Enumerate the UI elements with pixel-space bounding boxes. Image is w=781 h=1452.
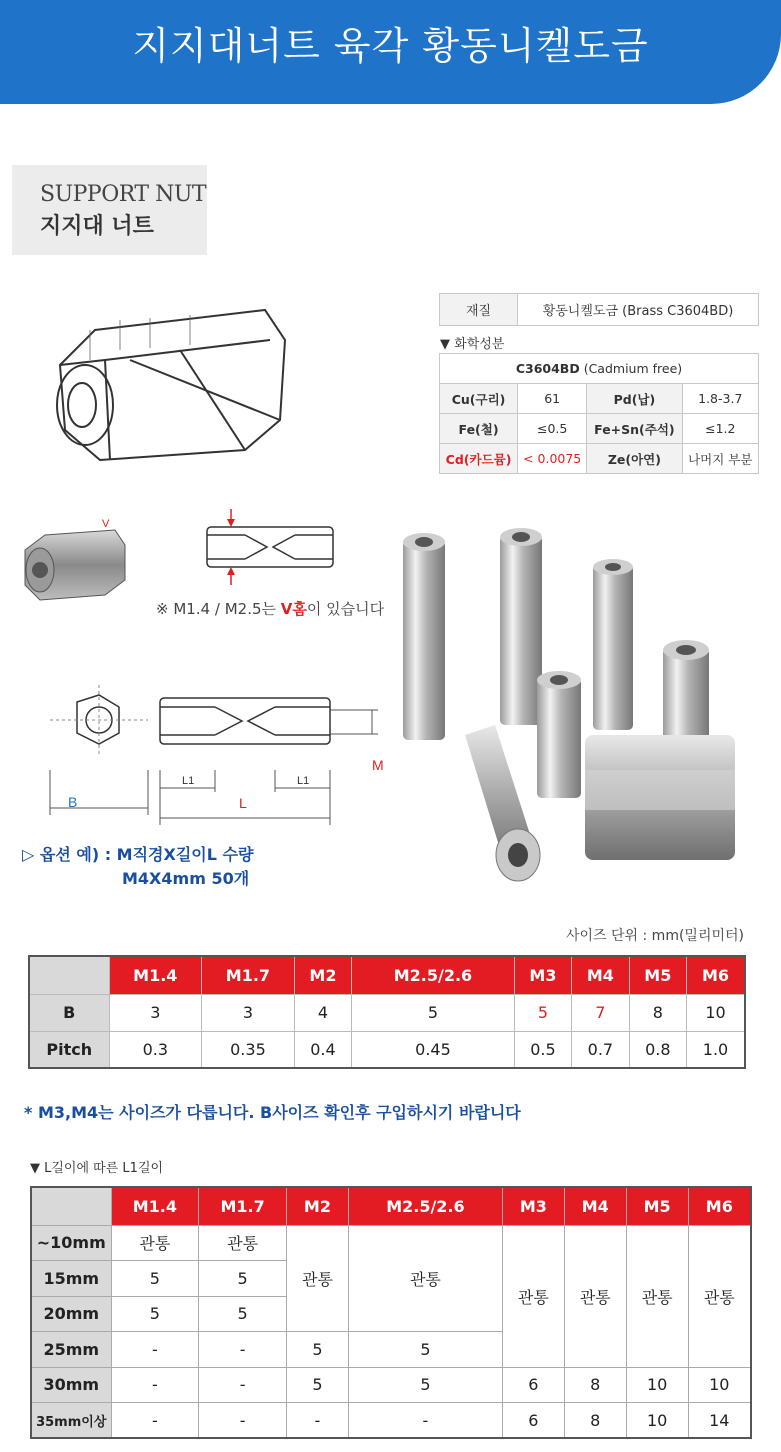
product-photo — [385, 520, 765, 890]
label-en: SUPPORT NUT — [40, 182, 207, 207]
table-row: 35mm이상 - - - - 6 8 10 14 — [31, 1403, 751, 1439]
v-groove-drawing — [195, 505, 345, 590]
m-label: M — [372, 757, 384, 773]
table-row: Pitch 0.3 0.35 0.4 0.45 0.5 0.7 0.8 1.0 — [29, 1031, 745, 1068]
table-header-row: M1.4 M1.7 M2 M2.5/2.6 M3 M4 M5 M6 — [29, 956, 745, 994]
table-row: 25mm - - 5 5 — [31, 1332, 751, 1368]
table-row: 15mm 5 5 — [31, 1261, 751, 1297]
size-table — [28, 955, 746, 1069]
chemistry-grade: C3604BD (Cadmium free) — [440, 354, 759, 384]
table-row: ~10mm 관통 관통 관통 관통 관통 관통 관통 관통 — [31, 1225, 751, 1261]
l1-label-right: L1 — [297, 775, 310, 787]
hex-nut-sketch — [30, 290, 300, 470]
material-value: 황동니켈도금 (Brass C3604BD) — [518, 294, 759, 326]
unit-note: 사이즈 단위 : mm(밀리미터) — [566, 928, 744, 944]
small-nut-photo — [15, 515, 135, 615]
table-row: 30mm - - 5 5 6 8 10 10 — [31, 1367, 751, 1403]
material-header: 재질 — [440, 294, 518, 326]
length-table — [30, 1186, 752, 1439]
chemistry-table — [439, 353, 759, 474]
chemistry-title: ▼ 화학성분 — [440, 337, 505, 352]
notch-note: ※ M1.4 / M2.5는 V홈이 있습니다 — [156, 600, 385, 618]
option-example-line2: M4X4mm 50개 — [122, 869, 250, 888]
material-table — [439, 293, 759, 326]
label-ko: 지지대 너트 — [40, 214, 154, 239]
table-row: Cd(카드뮴) < 0.0075 Ze(아연) 나머지 부분 — [440, 444, 759, 474]
b-label: B — [68, 794, 78, 810]
table-row: B 3 3 4 5 5 7 8 10 — [29, 994, 745, 1031]
table-header-row: M1.4 M1.7 M2 M2.5/2.6 M3 M4 M5 M6 — [31, 1187, 751, 1225]
l1-label-left: L1 — [182, 775, 195, 787]
table-row: 20mm 5 5 — [31, 1296, 751, 1332]
table-row: Cu(구리) 61 Pd(납) 1.8-3.7 — [440, 384, 759, 414]
dimension-drawing — [20, 680, 400, 830]
length-table-title: ▼ L길이에 따른 L1길이 — [30, 1161, 164, 1176]
option-example-line1: ▷ 옵션 예) : M직경X길이L 수량 — [22, 845, 254, 864]
product-label — [12, 165, 207, 255]
table-row: Fe(철) ≤0.5 Fe+Sn(주석) ≤1.2 — [440, 414, 759, 444]
size-warning: * M3,M4는 사이즈가 다릅니다. B사이즈 확인후 구입하시기 바랍니다 — [24, 1103, 521, 1122]
v-label: V — [102, 518, 110, 530]
l-label: L — [239, 795, 247, 811]
page-title: 지지대너트 육각 황동니켈도금 — [0, 0, 781, 104]
